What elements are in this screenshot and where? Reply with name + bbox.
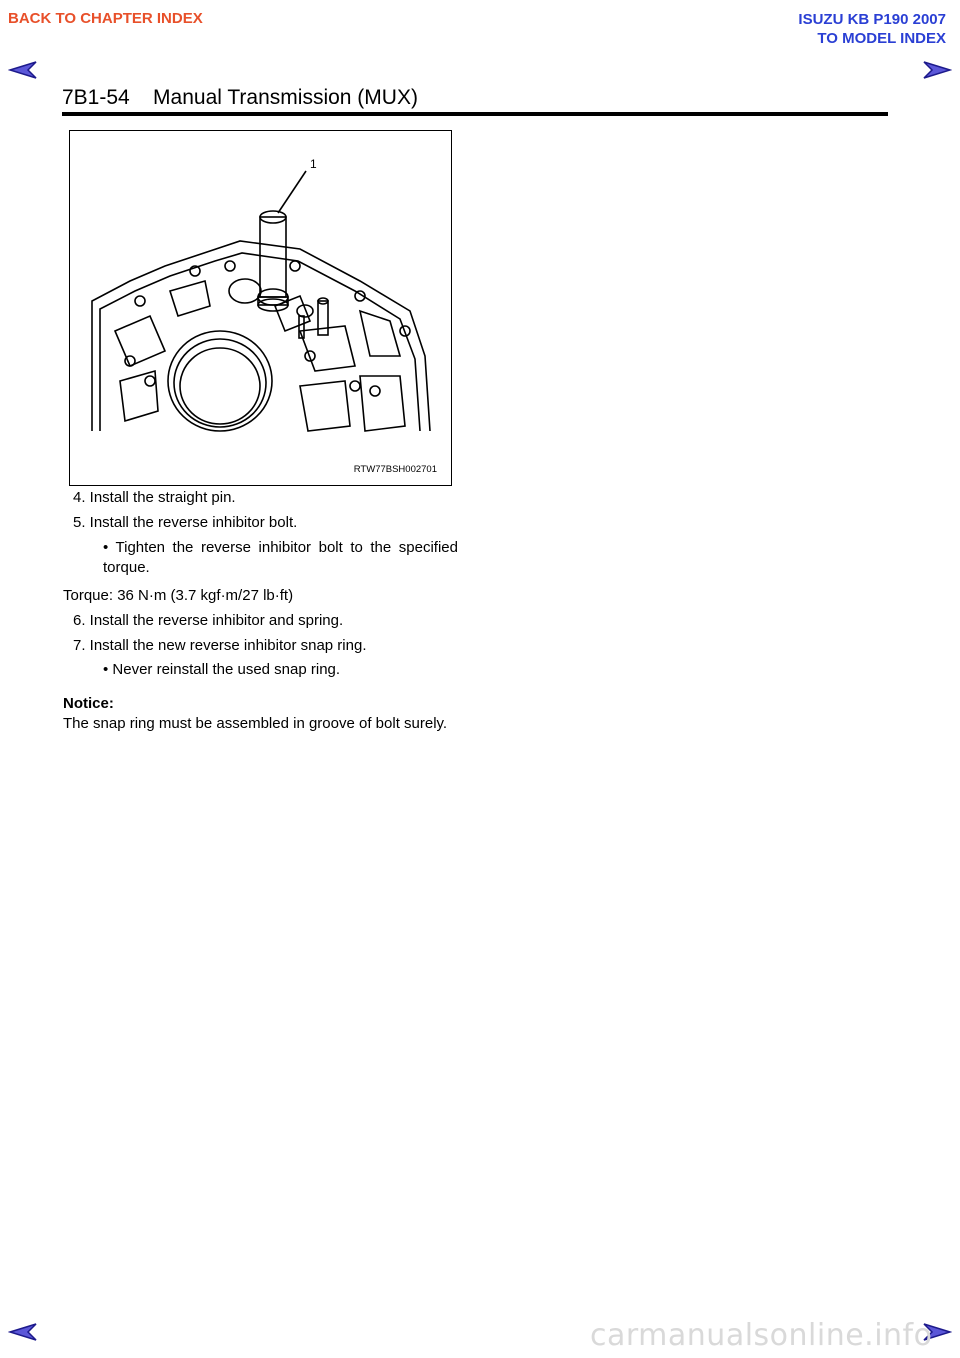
- next-page-arrow-icon[interactable]: [922, 60, 952, 80]
- page-title: 7B1-54 Manual Transmission (MUX): [62, 86, 418, 109]
- step-5: 5. Install the reverse inhibitor bolt.: [73, 514, 298, 531]
- figure-callout-1: 1: [310, 157, 317, 171]
- model-index-link[interactable]: [798, 10, 946, 48]
- prev-page-arrow-bottom-icon[interactable]: [8, 1322, 38, 1342]
- notice-label: Notice:: [63, 695, 114, 712]
- notice-text: The snap ring must be assembled in groove of bolt surely.: [63, 715, 448, 732]
- back-to-chapter-index-link[interactable]: BACK TO CHAPTER INDEX: [8, 10, 203, 27]
- figure-illustration: [69, 130, 452, 486]
- to-model-index-label: TO MODEL INDEX: [817, 30, 946, 47]
- step-7: 7. Install the new reverse inhibitor snap ring.: [73, 637, 367, 654]
- step-6: 6. Install the reverse inhibitor and spring.: [73, 612, 344, 629]
- watermark: carmanualsonline.info: [590, 1318, 933, 1353]
- torque-spec: Torque: 36 N·m (3.7 kgf·m/27 lb·ft): [63, 587, 294, 604]
- step-7-bullet: • Never reinstall the used snap ring.: [103, 661, 341, 678]
- prev-page-arrow-icon[interactable]: [8, 60, 38, 80]
- figure-code: RTW77BSH002701: [353, 464, 437, 475]
- step-4: 4. Install the straight pin.: [73, 489, 236, 506]
- step-5-bullet: • Tighten the reverse inhibitor bolt to the specified torque.: [103, 539, 458, 576]
- title-divider: [62, 112, 888, 116]
- transmission-case-drawing: [70, 131, 451, 485]
- model-title: ISUZU KB P190 2007: [798, 11, 946, 28]
